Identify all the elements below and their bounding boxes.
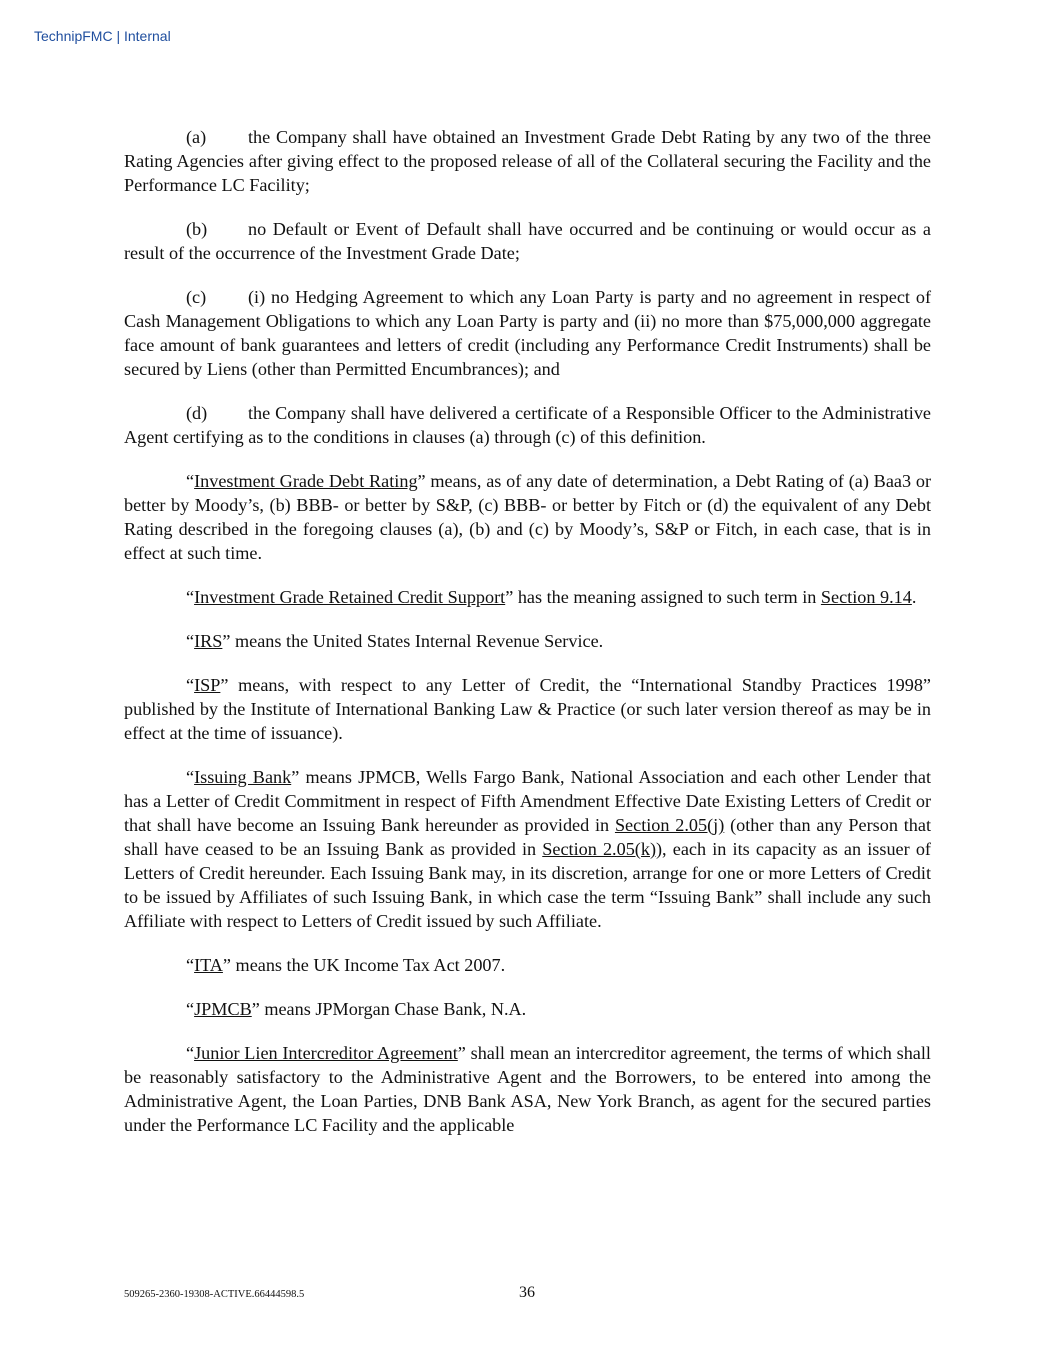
defined-term: Junior Lien Intercreditor Agreement [194, 1043, 458, 1063]
defined-term: ITA [194, 955, 223, 975]
definition-junior-lien-intercreditor-agreement: “Junior Lien Intercreditor Agreement” shall mean an intercreditor agreement, the terms of which shall be reasonably satisfactory to the Administrative Agent and the Borrowers, to be entered into among the Administrative Agent, the Loan Parties, DNB Bank ASA, New York Branch, as agent for the secured parties under the Performance LC Facility and the applicable [124, 1043, 931, 1135]
clause-text: the Company shall have obtained an Investment Grade Debt Rating by any two of the three Rating Agencies after giving effect to the proposed release of all of the Collateral securing the Facility and the Performance LC Facility; [124, 127, 931, 195]
definition-text: ” means JPMorgan Chase Bank, N.A. [251, 999, 527, 1019]
section-reference: Section 2.05(j) [614, 815, 725, 835]
definition-text: ” means the UK Income Tax Act 2007. [222, 955, 506, 975]
definition-isp: “ISP” means, with respect to any Letter of Credit, the “International Standby Practices 1998” published by the Institute of International Banking Law & Practice (or such later version thereof as may be in effect at the time of issuance). [124, 675, 931, 743]
definition-text: ” means, with respect to any Letter of Credit, the “International Standby Practices 1998” published by the Institute of International Banking Law & Practice (or such later version thereof as may be in effect at the time of issuance). [124, 675, 931, 743]
clause-label: (d) [186, 403, 208, 423]
clause-d [124, 401, 931, 449]
definition-investment-grade-retained-credit-support: “Investment Grade Retained Credit Support” has the meaning assigned to such term in Section 9.14. [186, 587, 917, 607]
clause-label: (a) [186, 127, 207, 147]
definition-text: ” has the meaning assigned to such term in [505, 587, 821, 607]
definition-text-tail: . [911, 587, 917, 607]
defined-term: IRS [194, 631, 223, 651]
clause-a [124, 125, 931, 197]
defined-term: JPMCB [194, 999, 252, 1019]
definition-jpmcb: “JPMCB” means JPMorgan Chase Bank, N.A. [186, 999, 527, 1019]
defined-term: Investment Grade Debt Rating [194, 471, 418, 491]
definition-text: ” means the United States Internal Revenue Service. [222, 631, 604, 651]
definition-text: (other than any Person that shall have ceased to be an Issuing Bank as provided in [124, 815, 932, 859]
definition-text: ” shall mean an intercreditor agreement, the terms of which shall be reasonably satisfactory to the Administrative Agent and the Borrowers, to be entered into among the Administrative Agent, the Loan Parties, DNB Bank ASA, New York Branch, as agent for the secured parties under the Performance LC Facility and the applicable [124, 1043, 931, 1135]
definition-ita: “ITA” means the UK Income Tax Act 2007. [186, 955, 506, 975]
document-id: 509265-2360-19308-ACTIVE.66444598.5 [124, 1289, 305, 1300]
clause-text: no Default or Event of Default shall have occurred and be continuing or would occur as a result of the occurrence of the Investment Grade Date; [124, 219, 931, 263]
section-reference: Section 9.14 [820, 587, 912, 607]
clause-label: (c) [186, 287, 207, 307]
definition-irs: “IRS” means the United States Internal Revenue Service. [186, 631, 604, 651]
definition-text: ” means, as of any date of determination, a Debt Rating of (a) Baa3 or better by Moody’s, (b) BBB- or better by S&P, (c) BBB- or better by Fitch or (d) the equivalent of any Debt Rating described in the foregoing clauses (a), (b) and (c) by Moody’s, S&P or Fitch, in each case, that is in effect at such time. [124, 471, 931, 563]
defined-term: ISP [194, 675, 221, 695]
defined-term: Issuing Bank [194, 767, 292, 787]
definition-investment-grade-debt-rating: “Investment Grade Debt Rating” means, as of any date of determination, a Debt Rating of (a) Baa3 or better by Moody’s, (b) BBB- or better by S&P, (c) BBB- or better by Fitch or (d) the equivalent of any Debt Rating described in the foregoing clauses (a), (b) and (c) by Moody’s, S&P or Fitch, in each case, that is in effect at such time. [124, 471, 931, 563]
definition-text: ” means JPMCB, Wells Fargo Bank, National Association and each other Lender that has a Letter of Credit Commitment in respect of Fifth Amendment Effective Date Existing Letters of Credit or that shall have become an Issuing Bank hereunder as provided in [124, 767, 931, 835]
document-body [124, 125, 931, 1157]
definition-text: ), each in its capacity as an issuer of Letters of Credit hereunder. Each Issuing Bank may, in its discretion, arrange for one or more Letters of Credit to be issued by Affiliates of such Issuing Bank, in which case the term “Issuing Bank” shall include any such Affiliate with respect to Letters of Credit issued by such Affiliate. [124, 839, 931, 931]
definition-issuing-bank: “Issuing Bank” means JPMCB, Wells Fargo Bank, National Association and each other Lender that has a Letter of Credit Commitment in respect of Fifth Amendment Effective Date Existing Letters of Credit or that shall have become an Issuing Bank hereunder as provided in Section 2.05(j) (other than any Person that shall have ceased to be an Issuing Bank as provided in Section 2.05(k)), each in its capacity as an issuer of Letters of Credit hereunder. Each Issuing Bank may, in its discretion, arrange for one or more Letters of Credit to be issued by Affiliates of such Issuing Bank, in which case the term “Issuing Bank” shall include any such Affiliate with respect to Letters of Credit issued by such Affiliate. [124, 767, 932, 931]
clause-text: (i) no Hedging Agreement to which any Loan Party is party and no agreement in respect of Cash Management Obligations to which any Loan Party is party and (ii) no more than $75,000,000 aggregate face amount of bank guarantees and letters of credit (including any Performance Credit Instruments) shall be secured by Liens (other than Permitted Encumbrances); and [124, 287, 931, 379]
classification-label: TechnipFMC | Internal [34, 28, 171, 44]
clause-c [124, 285, 931, 381]
section-reference: Section 2.05(k) [542, 839, 656, 859]
clause-label: (b) [186, 219, 208, 239]
defined-term: Investment Grade Retained Credit Support [194, 587, 506, 607]
page-number: 36 [519, 1284, 535, 1301]
clause-b [124, 217, 931, 265]
clause-text: the Company shall have delivered a certificate of a Responsible Officer to the Administrative Agent certifying as to the conditions in clauses (a) through (c) of this definition. [124, 403, 931, 447]
